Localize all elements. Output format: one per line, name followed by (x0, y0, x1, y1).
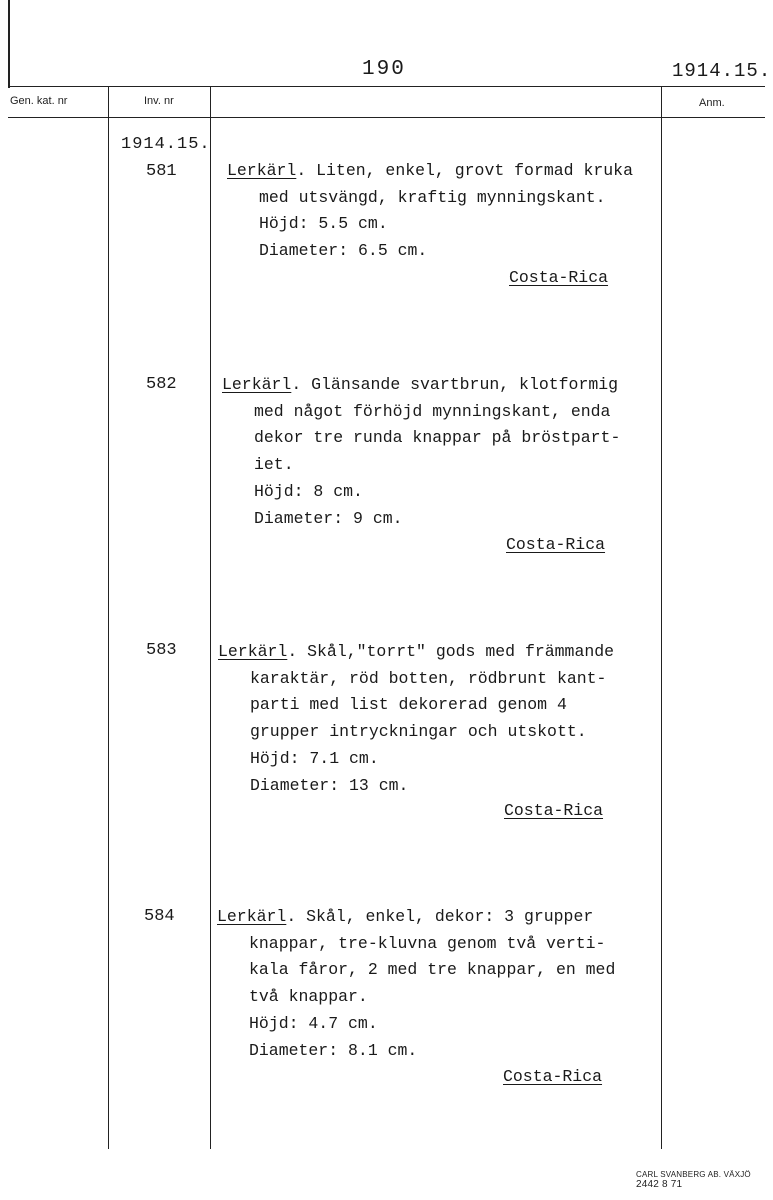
entry-line: Diameter: 9 cm. (254, 508, 403, 528)
entry-title: Lerkärl (217, 907, 287, 926)
entry-line: . Skål,"torrt" gods med främmande (287, 642, 615, 661)
entry-line: knappar, tre-kluvna genom två verti- (249, 933, 606, 953)
page-number: 190 (362, 58, 406, 81)
entry-line: parti med list dekorerad genom 4 (250, 695, 567, 715)
form-code: 2442 8 71 (636, 1179, 683, 1190)
entry-line: . Liten, enkel, grovt formad kruka (296, 161, 633, 180)
entry-line: . Glänsande svartbrun, klotformig (291, 375, 619, 394)
entry-origin: Costa-Rica (509, 268, 609, 287)
column-heading-anm: Anm. (699, 97, 725, 109)
inventory-year: 1914.15. (121, 135, 211, 154)
column-divider-text-anm (661, 87, 662, 1149)
header-rule-top (8, 86, 765, 87)
entry-line: grupper intryckningar och utskott. (250, 722, 587, 742)
left-margin-line (8, 0, 10, 88)
entry-line: Diameter: 6.5 cm. (259, 241, 428, 261)
entry-line: Höjd: 4.7 cm. (249, 1013, 378, 1033)
entry-origin: Costa-Rica (506, 535, 606, 554)
entry-line: Höjd: 5.5 cm. (259, 214, 388, 234)
entry-line: kala fåror, 2 med tre knappar, en med (249, 960, 616, 980)
column-heading-inv: Inv. nr (144, 95, 174, 107)
entry-line: Höjd: 7.1 cm. (250, 748, 379, 768)
entry-title: Lerkärl (222, 375, 292, 394)
entry-origin: Costa-Rica (504, 801, 604, 820)
entry-line: karaktär, röd botten, rödbrunt kant- (250, 668, 607, 688)
entry-description (222, 372, 620, 532)
header-rule-bottom (8, 117, 765, 118)
entry-title: Lerkärl (218, 642, 288, 661)
inventory-number: 583 (146, 641, 177, 660)
catalogue-reference: 1914.15. (672, 60, 772, 82)
column-heading-gen-kat: Gen. kat. nr (10, 95, 68, 107)
inventory-number: 581 (146, 162, 177, 181)
column-divider-inv-text (210, 87, 211, 1149)
entry-line: två knappar. (249, 987, 368, 1007)
entry-line: Höjd: 8 cm. (254, 481, 363, 501)
entry-title: Lerkärl (227, 161, 297, 180)
printer-imprint (636, 1170, 773, 1190)
column-divider-gen-inv (108, 87, 109, 1149)
entry-line: Diameter: 8.1 cm. (249, 1040, 418, 1060)
entry-description (218, 639, 614, 799)
entry-line: iet. (254, 455, 294, 475)
inventory-number: 584 (144, 907, 175, 926)
entry-line: . Skål, enkel, dekor: 3 grupper (286, 907, 594, 926)
entry-line: Diameter: 13 cm. (250, 775, 409, 795)
entry-description (217, 904, 615, 1064)
entry-origin: Costa-Rica (503, 1067, 603, 1086)
entry-line: med utsvängd, kraftig mynningskant. (259, 187, 606, 207)
entry-line: med något förhöjd mynningskant, enda (254, 401, 611, 421)
inventory-number: 582 (146, 375, 177, 394)
entry-description (227, 158, 633, 265)
entry-line: dekor tre runda knappar på bröstpart- (254, 428, 621, 448)
printer-name: CARL SVANBERG AB. VÄXJÖ (636, 1170, 751, 1179)
